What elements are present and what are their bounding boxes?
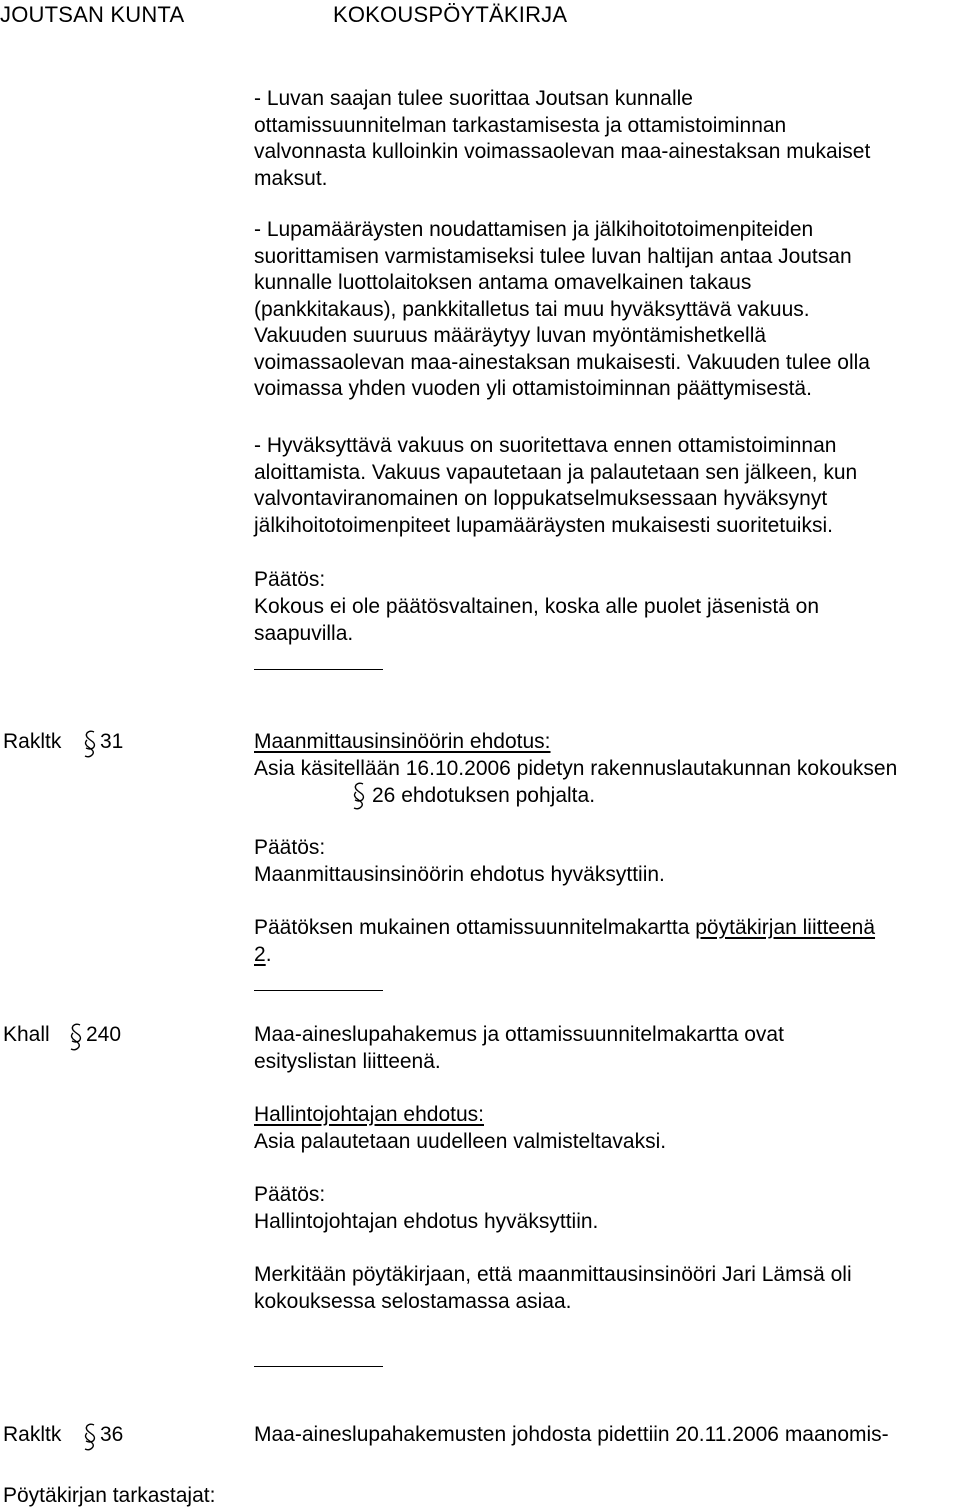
minutes-checkers-label: Pöytäkirjan tarkastajat: xyxy=(3,1484,216,1507)
decision-text: Hallintojohtajan ehdotus hyväksyttiin. xyxy=(254,1210,599,1233)
intro-text: Maa-aineslupahakemus ja ottamissuunnitelmakartta ovat esityslistan liitteenä. xyxy=(254,1023,784,1073)
reference-body-label: Rakltk xyxy=(3,1423,62,1446)
document-type-header: KOKOUSPÖYTÄKIRJA xyxy=(333,2,568,27)
security-paragraph: - Lupamääräysten noudattamisen ja jälkihoitotoimenpiteiden suorittamisen varmistamiseksi tulee luvan haltijan antaa Joutsan kunnalle luottolaitoksen antama omavelkainen takaus (pankkitakaus), pankkitalletus tai muu hyväksyttävä vakuus. Vakuuden suuruus määräytyy luvan myöntämishetkellä voimassaolevan maa-ainestaksan mukaisesti. Vakuuden tulee olla voimassa yhden vuoden yli ottamistoiminnan päättymisestä. xyxy=(254,218,870,400)
separator-line xyxy=(254,669,383,670)
section-sign-icon xyxy=(79,729,101,759)
section-reference xyxy=(3,1022,122,1049)
section-reference xyxy=(3,1422,124,1449)
map-attachment-line-2 xyxy=(254,942,272,969)
fee-paragraph: - Luvan saajan tulee suorittaa Joutsan kunnalle ottamissuunnitelman tarkastamisesta ja ottamistoiminnan valvonnasta kulloinkin voimassaolevan maa-ainestaksan mukaiset maksut. xyxy=(254,87,871,190)
sentence-end: . xyxy=(265,943,272,966)
decision-label: Päätös: xyxy=(254,1183,326,1206)
proposal-tail: ehdotuksen pohjalta. xyxy=(401,784,596,807)
decision-label: Päätös: xyxy=(254,836,326,859)
reference-number: 36 xyxy=(100,1423,124,1446)
note-text: Merkitään pöytäkirjaan, että maanmittausinsinööri Jari Lämsä oli kokouksessa selostamassa asiaa. xyxy=(254,1263,852,1313)
attachment-link[interactable]: pöytäkirjan liitteenä xyxy=(695,916,876,939)
proposal-section-number: 26 xyxy=(372,784,396,807)
separator-line xyxy=(254,1366,383,1367)
decision-label: Päätös: xyxy=(254,568,326,591)
section-reference xyxy=(3,729,124,756)
separator-line xyxy=(254,990,383,991)
proposal-section-ref xyxy=(372,783,595,810)
security-release-paragraph: - Hyväksyttävä vakuus on suoritettava ennen ottamistoiminnan aloittamista. Vakuus vapautetaan ja palautetaan sen jälkeen, kun valvontaviranomainen on loppukatselmuksessaan hyväksynyt jälkihoitotoimenpiteet lupamääräysten mukaisesti suoritetuiksi. xyxy=(254,434,858,537)
section-sign-icon xyxy=(79,1422,101,1452)
map-attachment-line xyxy=(254,915,875,942)
section-sign-icon xyxy=(348,781,370,811)
decision-text: Kokous ei ole päätösvaltainen, koska alle puolet jäsenistä on saapuvilla. xyxy=(254,595,820,645)
reference-number: 240 xyxy=(86,1023,122,1046)
map-attachment-text: Päätöksen mukainen ottamissuunnitelmakartta xyxy=(254,916,690,939)
attachment-number-link[interactable]: 2 xyxy=(254,943,266,966)
proposal-text: Asia käsitellään 16.10.2006 pidetyn rakennuslautakunnan kokouksen xyxy=(254,757,898,780)
reference-number: 31 xyxy=(100,730,124,753)
section-text: Maa-aineslupahakemusten johdosta pidettiin 20.11.2006 maanomis- xyxy=(254,1423,889,1446)
municipality-header: JOUTSAN KUNTA xyxy=(0,2,185,27)
proposal-label: Hallintojohtajan ehdotus: xyxy=(254,1103,484,1126)
proposal-text: Asia palautetaan uudelleen valmisteltavaksi. xyxy=(254,1130,667,1153)
reference-body-label: Khall xyxy=(3,1023,50,1046)
proposal-label: Maanmittausinsinöörin ehdotus: xyxy=(254,730,551,753)
decision-text: Maanmittausinsinöörin ehdotus hyväksyttiin. xyxy=(254,863,665,886)
section-sign-icon xyxy=(65,1022,87,1052)
reference-body-label: Rakltk xyxy=(3,730,62,753)
